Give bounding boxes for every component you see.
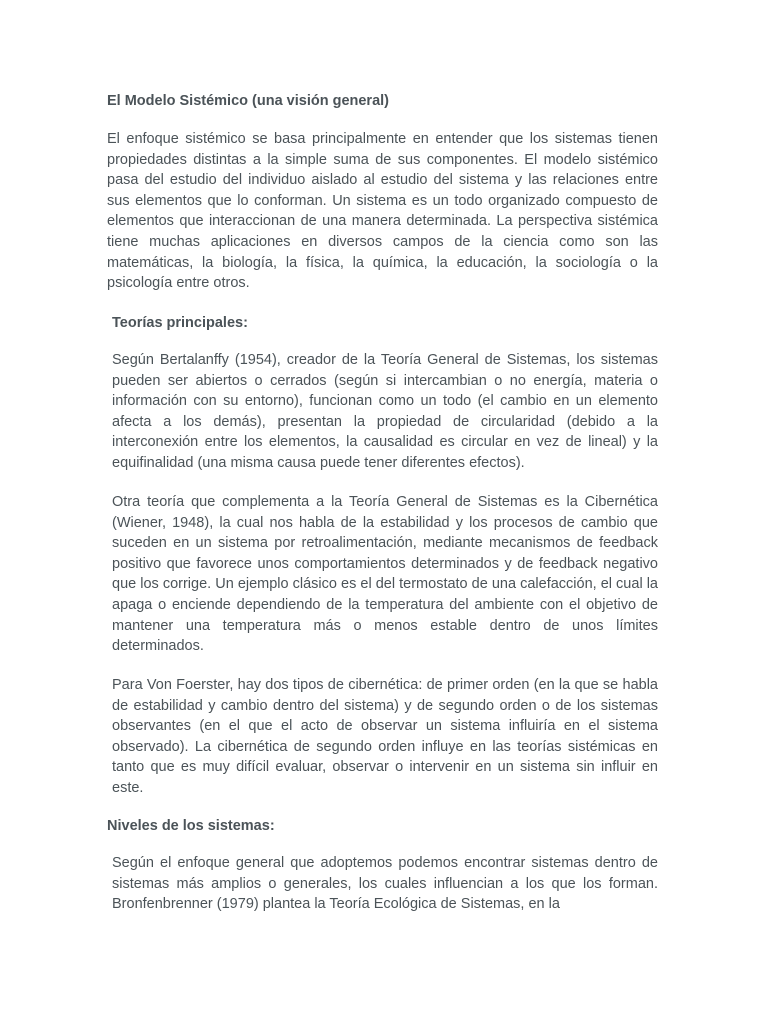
paragraph-bertalanffy: Según Bertalanffy (1954), creador de la Teoría General de Sistemas, los sistemas pueden ser abiertos o cerrados (según si intercambian o no energía, materia o información con su entorno), funcionan como un todo (el cambio en un elemento afecta a los demás), presentan la propiedad de circularidad (debido a la interconexión entre los elementos, la causalidad es circular en vez de lineal) y la equifinalidad (una misma causa puede tener diferentes efectos).	[112, 352, 658, 471]
paragraph-bronfenbrenner: Según el enfoque general que adoptemos podemos encontrar sistemas dentro de sistemas más amplios o generales, los cuales influencian a los que los forman. Bronfenbrenner (1979) plantea la Teoría Ecológica de Sistemas, en la	[112, 855, 658, 913]
paragraph-cibernetica: Otra teoría que complementa a la Teoría General de Sistemas es la Cibernética (Wiener, 1948), la cual nos habla de la estabilidad y los procesos de cambio que suceden en un sistema por retroalimentación, mediante mecanismos de feedback positivo que favorece unos comportamientos determinados y de feedback negativo que los corrige. Un ejemplo clásico es el del termostato de una calefacción, el cual la apaga o enciende dependiendo de la temperatura del ambiente con el objetivo de mantener una temperatura más o menos estable dentro de unos límites determinados.	[112, 494, 658, 655]
section-heading-niveles: Niveles de los sistemas:	[107, 818, 275, 834]
paragraph-von-foerster: Para Von Foerster, hay dos tipos de cibernética: de primer orden (en la que se habla de estabilidad y cambio dentro del sistema) y de segundo orden o de los sistemas observantes (en el que el acto de observar un sistema influiría en el sistema observado). La cibernética de segundo orden influye en las teorías sistémicas en tanto que es muy difícil evaluar, observar o intervenir en un sistema sin influir en este.	[112, 677, 658, 796]
document-title: El Modelo Sistémico (una visión general)	[107, 93, 389, 109]
section-heading-teorias: Teorías principales:	[112, 315, 248, 331]
intro-paragraph: El enfoque sistémico se basa principalmente en entender que los sistemas tienen propiedades distintas a la simple suma de sus componentes. El modelo sistémico pasa del estudio del individuo aislado al estudio del sistema y las relaciones entre sus elementos que lo conforman. Un sistema es un todo organizado compuesto de elementos que interaccionan de una manera determinada. La perspectiva sistémica tiene muchas aplicaciones en diversos campos de la ciencia como son las matemáticas, la biología, la física, la química, la educación, la sociología o la psicología entre otros.	[107, 131, 658, 292]
